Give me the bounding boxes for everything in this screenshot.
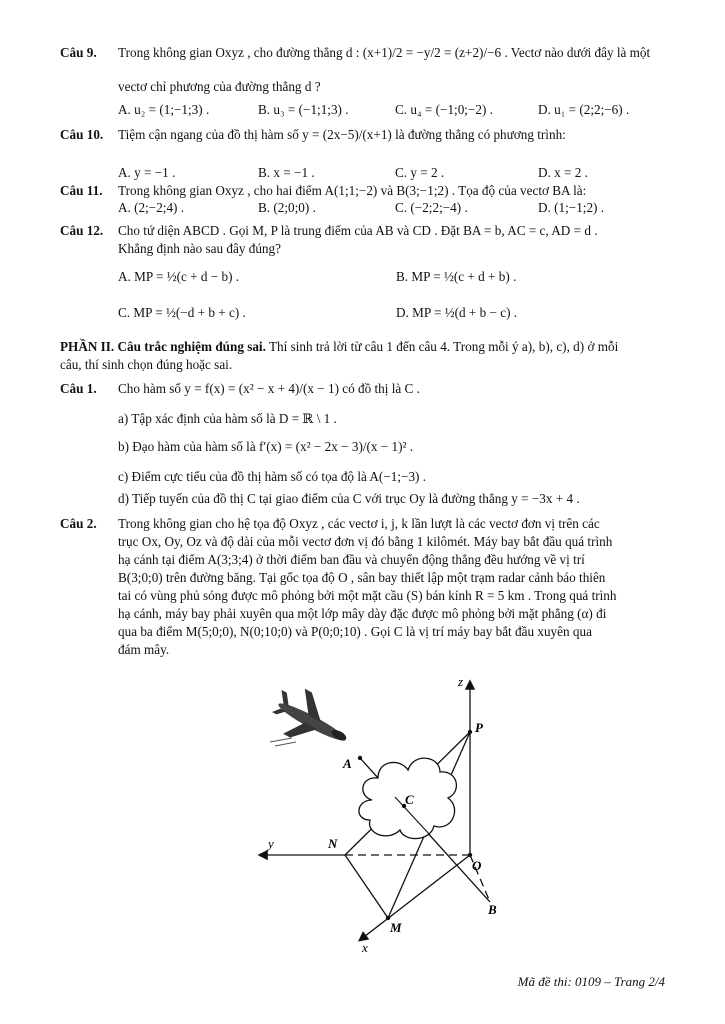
question-number: Câu 11. <box>60 183 103 198</box>
question-line-7: qua ba điểm M(5;0;0), N(0;10;0) và P(0;0;10) . Gọi C là vị trí máy bay bắt đầu xuyên qua <box>118 624 592 639</box>
question-line-3: hạ cánh tại điểm A(3;3;4) ở thời điểm ban đầu và chuyển động thẳng đều hướng về vị trí <box>118 552 585 567</box>
question-text: Cho tứ diện ABCD . Gọi M, P là trung điểm của AB và CD . Đặt BA = b, AC = c, AD = d . <box>118 223 598 238</box>
question-number: Câu 12. <box>60 223 104 238</box>
question-number: Câu 9. <box>60 45 97 60</box>
x-axis <box>360 855 470 940</box>
option-b[interactable]: B. x = −1 . <box>258 165 315 180</box>
question-number: Câu 2. <box>60 516 97 531</box>
statement-d[interactable]: d) Tiếp tuyến của đồ thị C tại giao điểm của C với trục Oy là đường thẳng y = −3x + 4 . <box>118 491 580 506</box>
motion-lines <box>270 738 296 746</box>
part-2-instructions-2: câu, thí sinh chọn đúng hoặc sai. <box>60 357 233 372</box>
label-b: B <box>488 902 497 917</box>
label-n: N <box>328 836 338 851</box>
question-line-5: tai có vùng phủ sóng được mô phỏng bởi một mặt cầu (S) bán kính R = 5 km . Trong quá trình <box>118 588 617 603</box>
option-d[interactable]: D. x = 2 . <box>538 165 588 180</box>
label-a: A <box>343 756 352 771</box>
label-m: M <box>390 920 402 935</box>
label-o: O <box>472 858 482 873</box>
airplane-icon <box>264 679 358 761</box>
question-line-8: đám mây. <box>118 642 170 657</box>
part-2-title: PHẦN II. Câu trắc nghiệm đúng sai. <box>60 339 266 354</box>
question-text: Tiệm cận ngang của đồ thị hàm số y = (2x−5)/(x+1) là đường thẳng có phương trình: <box>118 127 566 142</box>
option-a[interactable]: A. u₂ = (1;−1;3) . <box>118 102 210 117</box>
page-footer: Mã đề thi: 0109 – Trang 2/4 <box>517 974 665 989</box>
statement-a[interactable]: a) Tập xác định của hàm số là D = ℝ \ 1 . <box>118 411 337 426</box>
option-a[interactable]: A. y = −1 . <box>118 165 176 180</box>
question-line-2: trục Ox, Oy, Oz và độ dài của mỗi vectơ đơn vị đó bằng 1 kilômét. Máy bay bắt đầu quá trình <box>118 534 613 549</box>
question-line-6: hạ cánh, máy bay phải xuyên qua một lớp mây dày đặc được mô phỏng bởi mặt phẳng (α) đi <box>118 606 607 621</box>
label-x: x <box>362 940 368 955</box>
plane-edge-nm <box>345 855 388 918</box>
question-text: Trong không gian Oxyz , cho đường thẳng d : (x+1)/2 = −y/2 = (z+2)/−6 . Vectơ nào dưới đây là một <box>118 45 651 60</box>
option-a[interactable]: A. MP = ½(c + d − b) . <box>118 269 240 284</box>
question-line-1: Trong không gian cho hệ tọa độ Oxyz , các vectơ i, j, k lần lượt là các vectơ đơn vị trên các <box>118 516 600 531</box>
label-c: C <box>405 792 414 807</box>
option-b[interactable]: B. (2;0;0) . <box>258 200 316 215</box>
label-p: P <box>475 720 483 735</box>
question-text: Trong không gian Oxyz , cho hai điểm A(1;1;−2) và B(3;−1;2) . Tọa độ của vectơ BA là: <box>118 183 587 198</box>
option-a[interactable]: A. (2;−2;4) . <box>118 200 185 215</box>
question-stem: Cho hàm số y = f(x) = (x² − x + 4)/(x − 1) có đồ thị là C . <box>118 381 420 396</box>
option-d[interactable]: D. MP = ½(d + b − c) . <box>396 305 518 320</box>
point-a <box>358 756 362 760</box>
option-d[interactable]: D. u₁ = (2;2;−6) . <box>538 102 630 117</box>
option-c[interactable]: C. MP = ½(−d + b + c) . <box>118 305 246 320</box>
option-b[interactable]: B. u₃ = (−1;1;3) . <box>258 102 349 117</box>
statement-b[interactable]: b) Đạo hàm của hàm số là f′(x) = (x² − 2x − 3)/(x − 1)² . <box>118 439 414 454</box>
point-o <box>468 853 472 857</box>
question-line-4: B(3;0;0) trên đường băng. Tại gốc tọa độ O , sân bay thiết lập một trạm radar cảnh báo thiên <box>118 570 606 585</box>
question-text-2: vectơ chỉ phương của đường thẳng d ? <box>118 79 321 94</box>
point-p <box>468 730 472 734</box>
option-c[interactable]: C. (−2;2;−4) . <box>395 200 468 215</box>
option-c[interactable]: C. y = 2 . <box>395 165 445 180</box>
label-z: z <box>458 674 464 689</box>
part-2-instructions: Thí sinh trả lời từ câu 1 đến câu 4. Trong mỗi ý a), b), c), d) ở mỗi <box>268 339 619 354</box>
option-c[interactable]: C. u₄ = (−1;0;−2) . <box>395 102 493 117</box>
option-d[interactable]: D. (1;−1;2) . <box>538 200 605 215</box>
option-b[interactable]: B. MP = ½(c + d + b) . <box>396 269 517 284</box>
statement-c[interactable]: c) Điểm cực tiểu của đồ thị hàm số có tọa độ là A(−1;−3) . <box>118 469 427 484</box>
label-y: y <box>268 836 274 851</box>
question-text-2: Khẳng định nào sau đây đúng? <box>118 241 281 256</box>
question-number: Câu 1. <box>60 381 97 396</box>
question-number: Câu 10. <box>60 127 104 142</box>
